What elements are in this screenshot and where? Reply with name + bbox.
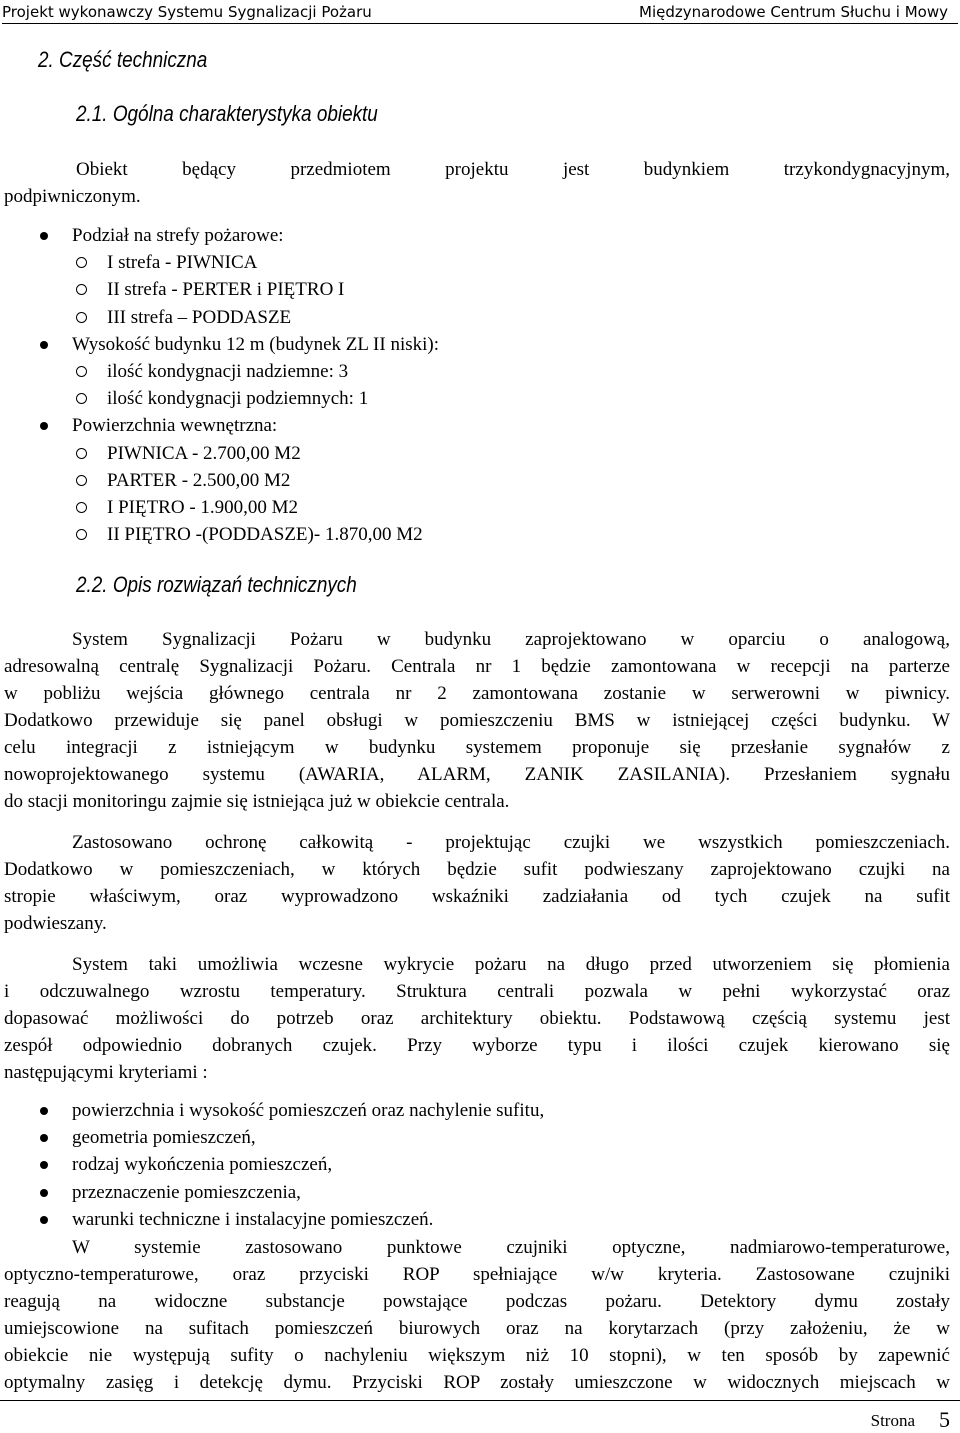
list-item: I strefa - PIWNICA: [40, 249, 439, 276]
circle-bullet-icon: [76, 393, 87, 404]
paragraph-line: obiekcie nie występują sufity o nachyleniu większym niż 10 stopni), w ten sposób by zapewnić: [4, 1345, 950, 1366]
bullet-icon: [40, 1216, 48, 1224]
list-item: Wysokość budynku 12 m (budynek ZL II niski):: [40, 331, 439, 358]
section-2-1-heading: 2.1. Ogólna charakterystyka obiektu: [76, 101, 378, 126]
list-item: geometria pomieszczeń,: [40, 1124, 544, 1151]
list-item: ilość kondygnacji podziemnych: 1: [40, 385, 439, 412]
page-header: [2, 0, 958, 24]
circle-bullet-icon: [76, 448, 87, 459]
bullet-icon: [40, 1161, 48, 1169]
paragraph-line: Zastosowano ochronę całkowitą - projektując czujki we wszystkich pomieszczeniach.: [72, 832, 950, 853]
section-2-heading: 2. Część techniczna: [38, 47, 208, 72]
bullet-icon: [40, 422, 48, 430]
circle-bullet-icon: [76, 312, 87, 323]
list-item: I PIĘTRO - 1.900,00 M2: [40, 494, 439, 521]
list-item: PIWNICA - 2.700,00 M2: [40, 440, 439, 467]
circle-bullet-icon: [76, 284, 87, 295]
paragraph-line: W systemie zastosowano punktowe czujniki optyczne, nadmiarowo-temperaturowe,: [72, 1237, 950, 1258]
list-item: II PIĘTRO -(PODDASZE)- 1.870,00 M2: [40, 521, 439, 548]
list-item: ilość kondygnacji nadziemne: 3: [40, 358, 439, 385]
page-footer: [0, 1400, 960, 1433]
paragraph-line: Dodatkowo w pomieszczeniach, w których będzie sufit podwieszany zaprojektowano czujki na: [4, 859, 950, 880]
list-item: PARTER - 2.500,00 M2: [40, 467, 439, 494]
paragraph-line: optymalny zasięg i detekcję dymu. Przyciski ROP zostały umieszczone w widocznych miejscach w: [4, 1372, 950, 1393]
circle-bullet-icon: [76, 475, 87, 486]
building-specs-list: [40, 222, 439, 548]
paragraph-line: zespół odpowiednio dobranych czujek. Przy wyborze typu i ilości czujek kierowano się: [4, 1035, 950, 1056]
paragraph-line: nowoprojektowanego systemu (AWARIA, ALARM, ZANIK ZASILANIA). Przesłaniem sygnału: [4, 764, 950, 785]
list-item: III strefa – PODDASZE: [40, 304, 439, 331]
bullet-icon: [40, 341, 48, 349]
paragraph-line: adresowalną centralę Sygnalizacji Pożaru. Centrala nr 1 będzie zamontowana w recepcji na parterze: [4, 656, 950, 677]
paragraph-line: umiejscowione na sufitach pomieszczeń biurowych oraz na korytarzach (przy założeniu, że w: [4, 1318, 950, 1339]
list-item: II strefa - PERTER i PIĘTRO I: [40, 276, 439, 303]
intro-line-2: podpiwniczonym.: [4, 186, 141, 207]
paragraph-line: System Sygnalizacji Pożaru w budynku zaprojektowano w oparciu o analogową,: [72, 629, 950, 650]
intro-line-1: Obiekt będący przedmiotem projektu jest budynkiem trzykondygnacyjnym,: [76, 159, 950, 180]
list-item: powierzchnia i wysokość pomieszczeń oraz nachylenie sufitu,: [40, 1097, 544, 1124]
bullet-icon: [40, 1107, 48, 1115]
list-item: Powierzchnia wewnętrzna:: [40, 412, 439, 439]
list-item: rodzaj wykończenia pomieszczeń,: [40, 1151, 544, 1178]
list-item: warunki techniczne i instalacyjne pomieszczeń.: [40, 1206, 544, 1233]
list-item: przeznaczenie pomieszczenia,: [40, 1179, 544, 1206]
list-item: Podział na strefy pożarowe:: [40, 222, 439, 249]
bullet-icon: [40, 1189, 48, 1197]
circle-bullet-icon: [76, 257, 87, 268]
paragraph-line: dopasować możliwości do potrzeb oraz architektury obiektu. Podstawową częścią systemu jest: [4, 1008, 950, 1029]
paragraph-line: celu integracji z istniejącym w budynku systemem proponuje się przesłanie sygnałów z: [4, 737, 950, 758]
paragraph-line: i odczuwalnego wzrostu temperatury. Struktura centrali pozwala w pełni wykorzystać oraz: [4, 981, 950, 1002]
paragraph-line: w pobliżu wejścia głównego centrala nr 2 zamontowana zostanie w serwerowni w piwnicy.: [4, 683, 950, 704]
paragraph-line: System taki umożliwia wczesne wykrycie pożaru na długo przed utworzeniem się płomienia: [72, 954, 950, 975]
paragraph-line: następującymi kryteriami :: [4, 1062, 208, 1083]
circle-bullet-icon: [76, 529, 87, 540]
paragraph-line: podwieszany.: [4, 913, 107, 934]
criteria-list: [40, 1097, 544, 1233]
paragraph-line: stropie właściwym, oraz wyprowadzono wskaźniki zadziałania od tych czujek na sufit: [4, 886, 950, 907]
paragraph-line: optyczno-temperaturowe, oraz przyciski ROP spełniające w/w kryteria. Zastosowane czujniki: [4, 1264, 950, 1285]
bullet-icon: [40, 1134, 48, 1142]
circle-bullet-icon: [76, 502, 87, 513]
paragraph-line: Dodatkowo przewiduje się panel obsługi w pomieszczeniu BMS w istniejącej części budynku. W: [4, 710, 950, 731]
paragraph-line: do stacji monitoringu zajmie się istniejąca już w obiekcie centrala.: [4, 791, 510, 812]
section-2-2-heading: 2.2. Opis rozwiązań technicznych: [76, 572, 357, 597]
circle-bullet-icon: [76, 366, 87, 377]
page-number: 5: [939, 1407, 950, 1432]
bullet-icon: [40, 232, 48, 240]
header-institution: Międzynarodowe Centrum Słuchu i Mowy: [639, 3, 948, 21]
page-label: Strona: [870, 1411, 915, 1430]
paragraph-line: reagują na widoczne substancje powstające podczas pożaru. Detektory dymu zostały: [4, 1291, 950, 1312]
header-project-title: Projekt wykonawczy Systemu Sygnalizacji Pożaru: [2, 3, 372, 21]
